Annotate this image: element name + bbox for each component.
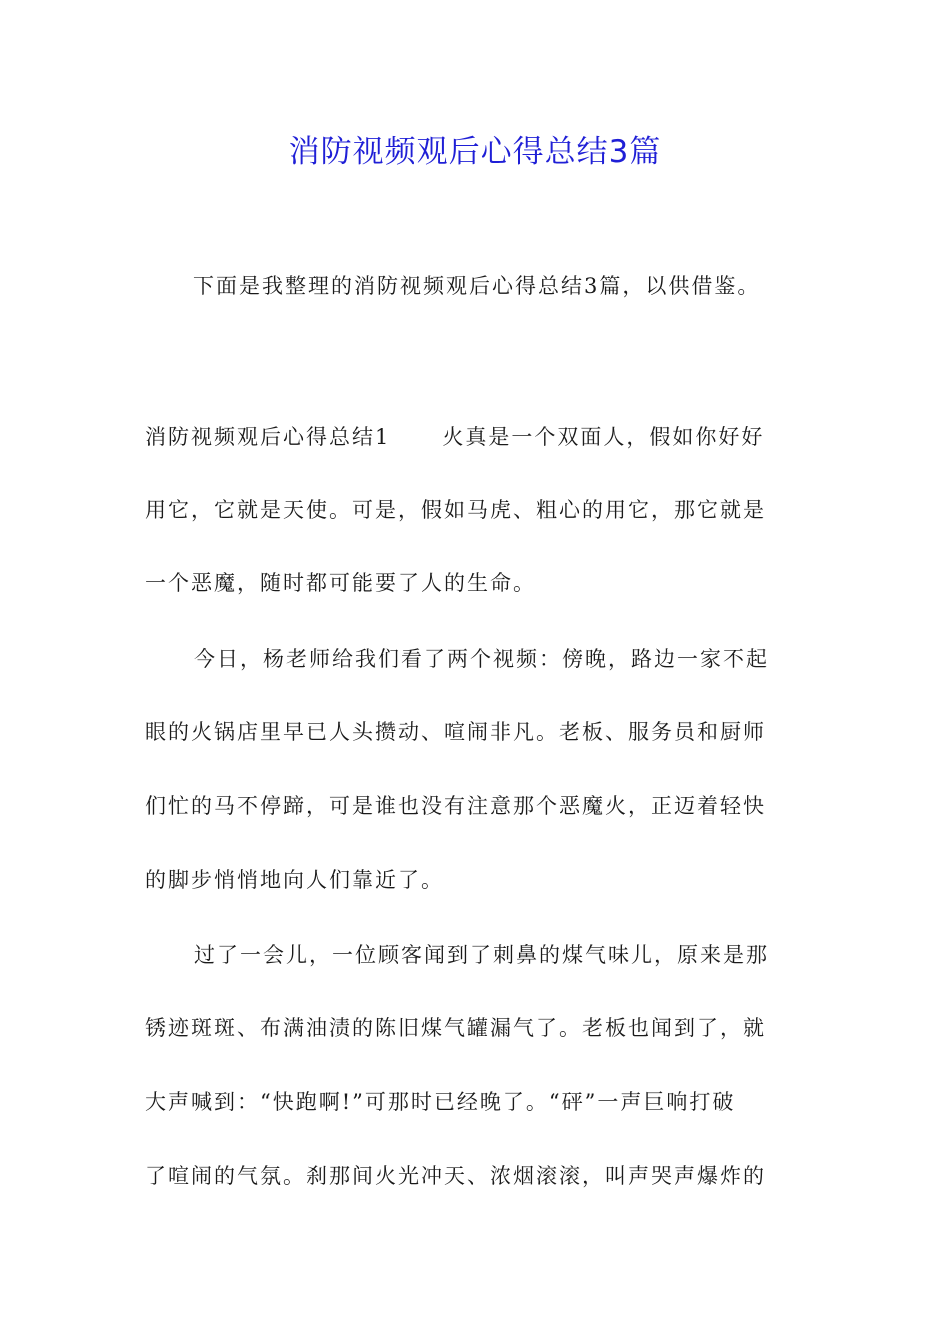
paragraph-3-line-4: 了喧闹的气氛。刹那间火光冲天、浓烟滚滚，叫声哭声爆炸的 (145, 1164, 766, 1188)
paragraph-1-line-3: 一个恶魔，随时都可能要了人的生命。 (145, 571, 536, 595)
paragraph-2-line-4: 的脚步悄悄地向人们靠近了。 (145, 868, 444, 892)
paragraph-3-line-1: 过了一会儿，一位顾客闻到了刺鼻的煤气味儿，原来是那 (194, 943, 769, 967)
intro-paragraph: 下面是我整理的消防视频观后心得总结3篇，以供借鉴。 (193, 274, 761, 298)
paragraph-3-line-3: 大声喊到：“快跑啊!”可那时已经晚了。“砰”一声巨响打破 (145, 1090, 736, 1114)
document-title: 消防视频观后心得总结3篇 (288, 134, 662, 170)
paragraph-1-text: 火真是一个双面人，假如你好好 (442, 425, 765, 449)
paragraph-2-line-3: 们忙的马不停蹄，可是谁也没有注意那个恶魔火，正迈着轻快 (145, 794, 766, 818)
paragraph-2-line-2: 眼的火锅店里早已人头攒动、喧闹非凡。老板、服务员和厨师 (145, 720, 766, 744)
paragraph-1-line-1 (145, 417, 764, 457)
paragraph-1-line-2: 用它，它就是天使。可是，假如马虎、粗心的用它，那它就是 (145, 498, 766, 522)
section-1-heading: 消防视频观后心得总结1 (145, 425, 391, 449)
paragraph-2-line-1: 今日，杨老师给我们看了两个视频：傍晚，路边一家不起 (194, 647, 769, 671)
paragraph-3-line-2: 锈迹斑斑、布满油渍的陈旧煤气罐漏气了。老板也闻到了，就 (145, 1016, 766, 1040)
